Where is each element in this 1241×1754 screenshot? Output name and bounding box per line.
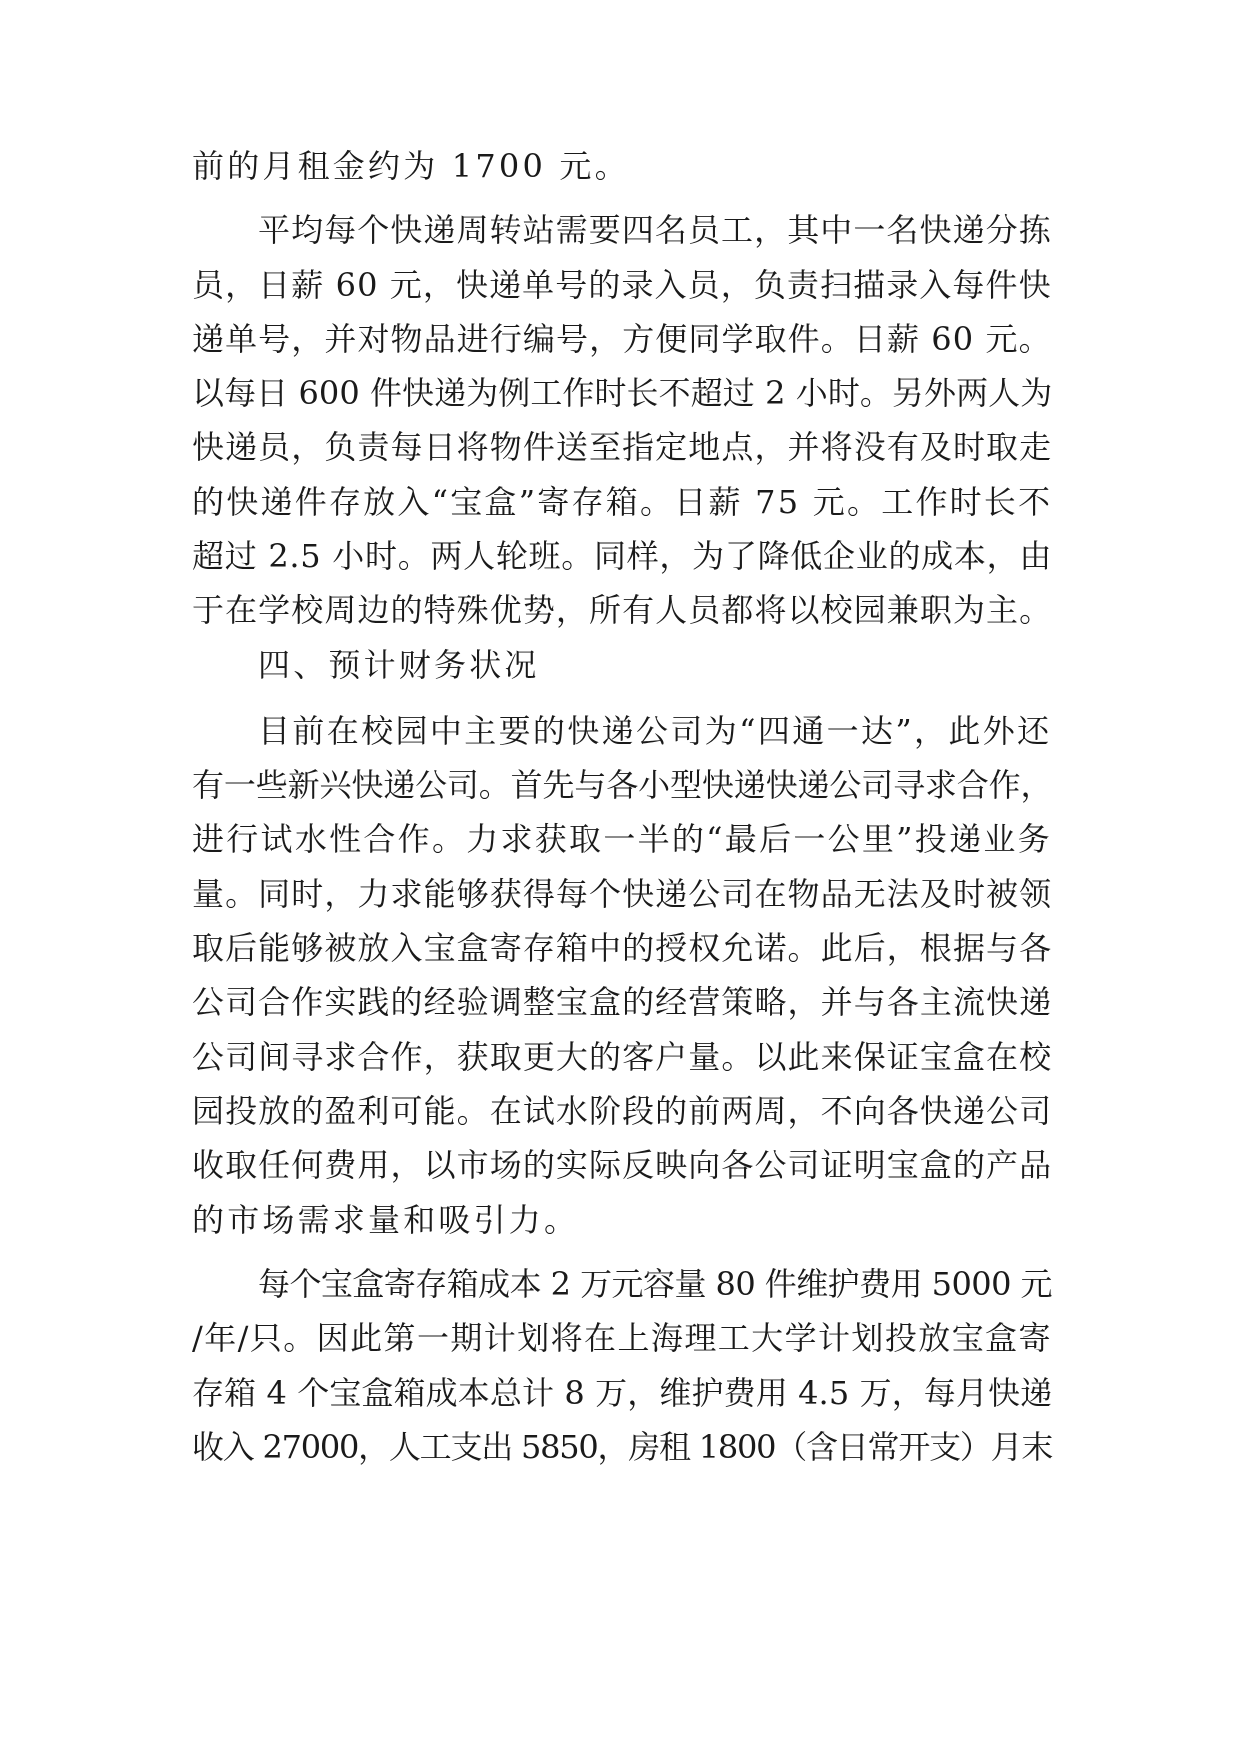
- paragraph-first-line: 平均每个快递周转站需要四名员工，其中一名快递分拣: [258, 211, 1052, 249]
- text-line: 有一些新兴快递公司。首先与各小型快递快递公司寻求合作，: [192, 766, 1053, 804]
- text-line: 收取任何费用，以市场的实际反映向各公司证明宝盒的产品: [192, 1146, 1053, 1184]
- text-line: 收入 27000，人工支出 5850，房租 1800（含日常开支）月末: [192, 1428, 1053, 1466]
- text-line: 园投放的盈利可能。在试水阶段的前两周，不向各快递公司: [192, 1092, 1053, 1130]
- text-line: 于在学校周边的特殊优势，所有人员都将以校园兼职为主。: [192, 591, 1053, 629]
- section-heading: 四、预计财务状况: [258, 646, 540, 684]
- text-line: 以每日 600 件快递为例工作时长不超过 2 小时。另外两人为: [192, 374, 1053, 412]
- text-line: 员，日薪 60 元，快递单号的录入员，负责扫描录入每件快: [192, 266, 1052, 304]
- text-line: 超过 2.5 小时。两人轮班。同样，为了降低企业的成本，由: [192, 537, 1053, 575]
- text-line: 公司合作实践的经验调整宝盒的经营策略，并与各主流快递: [192, 983, 1053, 1021]
- text-line: 前的月租金约为 1700 元。: [192, 147, 630, 185]
- text-line: 量。同时，力求能够获得每个快递公司在物品无法及时被领: [192, 875, 1053, 913]
- text-line: 取后能够被放入宝盒寄存箱中的授权允诺。此后，根据与各: [192, 929, 1053, 967]
- text-line: 递单号，并对物品进行编号，方便同学取件。日薪 60 元。: [192, 320, 1052, 358]
- text-line: /年/只。因此第一期计划将在上海理工大学计划投放宝盒寄: [192, 1319, 1052, 1357]
- text-line: 存箱 4 个宝盒箱成本总计 8 万，维护费用 4.5 万，每月快递: [192, 1374, 1053, 1412]
- text-line: 进行试水性合作。力求获取一半的“最后一公里”投递业务: [192, 820, 1052, 858]
- text-line: 公司间寻求合作，获取更大的客户量。以此来保证宝盒在校: [192, 1038, 1053, 1076]
- paragraph-first-line: 每个宝盒寄存箱成本 2 万元容量 80 件维护费用 5000 元: [258, 1265, 1052, 1303]
- text-line: 快递员，负责每日将物件送至指定地点，并将没有及时取走: [192, 428, 1053, 466]
- paragraph-first-line: 目前在校园中主要的快递公司为“四通一达”，此外还: [258, 712, 1052, 750]
- text-line: 的快递件存放入“宝盒”寄存箱。日薪 75 元。工作时长不: [192, 483, 1053, 521]
- text-line: 的市场需求量和吸引力。: [192, 1201, 580, 1239]
